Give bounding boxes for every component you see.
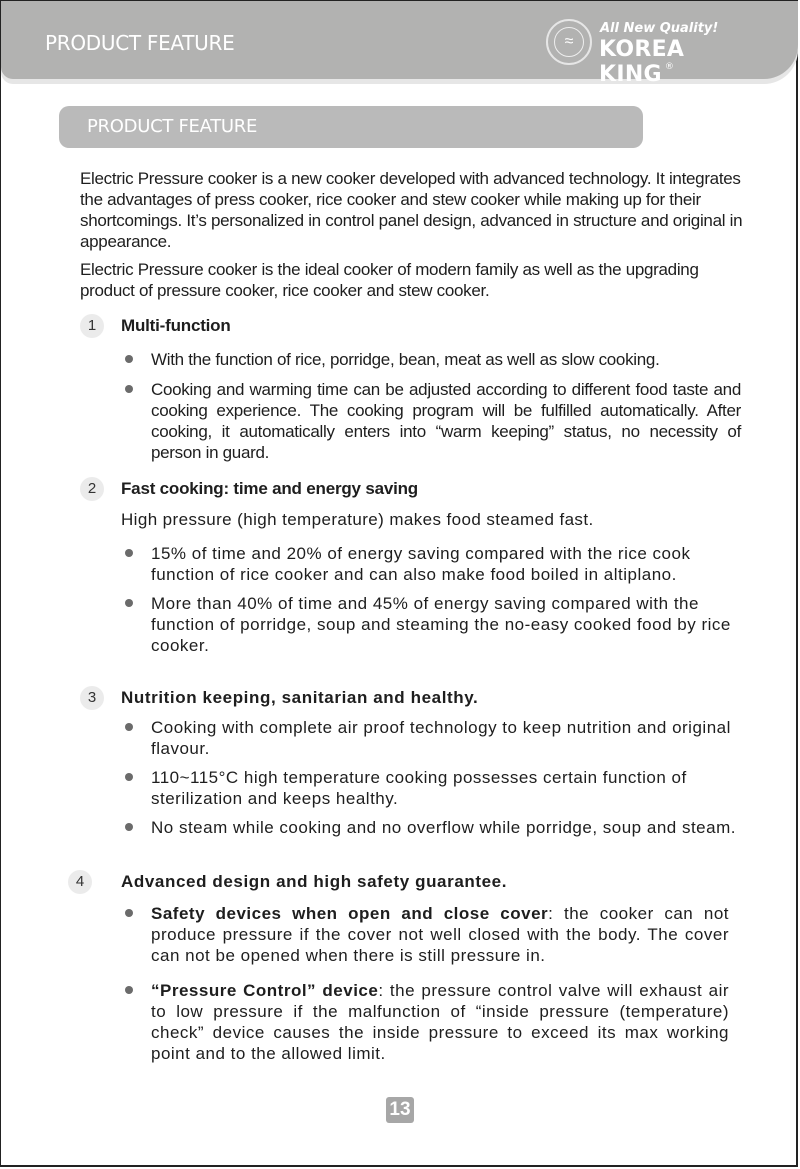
header-title: PRODUCT FEATURE xyxy=(45,31,235,55)
bullet-text: With the function of rice, porridge, bean, meat as well as slow cooking. xyxy=(151,350,660,369)
bullet-text: 15% of time and 20% of energy saving compared with the rice cook function of rice cooker and can also make food boiled in altiplano. xyxy=(151,544,691,584)
list-item xyxy=(121,717,741,759)
list-item xyxy=(121,593,741,656)
bullet-bold-label: Safety devices when open and close cover xyxy=(151,904,549,923)
bullet-text: No steam while cooking and no overflow while porridge, soup and steam. xyxy=(151,818,736,837)
intro-paragraph: Electric Pressure cooker is the ideal cooker of modern family as well as the upgrading product of pressure cooker, rice cooker and stew cooker. xyxy=(80,260,699,300)
bullet-list xyxy=(121,543,741,656)
bullet-icon xyxy=(125,385,133,393)
bullet-icon xyxy=(125,909,133,917)
number-badge: 4 xyxy=(68,870,92,894)
bullet-icon xyxy=(125,986,133,994)
number-badge: 3 xyxy=(80,686,104,710)
feature-title: Nutrition keeping, sanitarian and healthy. xyxy=(121,688,479,707)
feature-title: Fast cooking: time and energy saving xyxy=(121,479,418,498)
bullet-text: 110~115°C high temperature cooking possesses certain function of sterilization and keeps healthy. xyxy=(151,768,687,808)
feature-subtitle: High pressure (high temperature) makes food steamed fast. xyxy=(121,510,594,529)
bullet-icon xyxy=(125,823,133,831)
brand-name-text: KOREA KING xyxy=(599,37,685,87)
korea-king-seal-icon xyxy=(546,19,592,65)
bullet-bold-label: “Pressure Control” device xyxy=(151,981,379,1000)
page-number: 13 xyxy=(386,1097,414,1123)
list-item xyxy=(121,980,729,1064)
bullet-icon xyxy=(125,599,133,607)
bullet-icon xyxy=(125,723,133,731)
brand-logo xyxy=(546,19,766,87)
list-item xyxy=(121,349,741,370)
bullet-list xyxy=(121,717,741,838)
feature-title: Multi-function xyxy=(121,316,231,335)
wave-emblem-icon: ≈ xyxy=(554,27,584,57)
list-item xyxy=(121,903,729,966)
bullet-text: Cooking with complete air proof technology to keep nutrition and original flavour. xyxy=(151,718,731,758)
number-badge: 2 xyxy=(80,477,104,501)
feature-title: Advanced design and high safety guarantee. xyxy=(121,872,508,891)
bullet-list xyxy=(121,903,729,1064)
section-title: PRODUCT FEATURE xyxy=(87,116,258,137)
section-heading-bar xyxy=(59,106,643,148)
bullet-icon xyxy=(125,355,133,363)
bullet-icon xyxy=(125,549,133,557)
bullet-list xyxy=(121,349,741,463)
bullet-text: More than 40% of time and 45% of energy saving compared with the function of porridge, soup and steaming the no-easy cooked food by rice cooker. xyxy=(151,594,731,655)
list-item xyxy=(121,379,741,463)
number-badge: 1 xyxy=(80,314,104,338)
bullet-text: Cooking and warming time can be adjusted according to different food taste and cooking experience. The cooking program will be fulfilled automatically. After cooking, it automatically enters into “warm keeping” status, no necessity of person in guard. xyxy=(151,380,741,462)
intro-text xyxy=(80,168,750,308)
logo-tagline: All New Quality! xyxy=(600,21,719,36)
list-item xyxy=(121,767,741,809)
bullet-text: : the cooker can not produce pressure if the cover not well closed with the body. The cover can not be opened when there is still pressure in. xyxy=(151,904,729,965)
logo-brand-name xyxy=(599,37,766,87)
list-item xyxy=(121,817,741,838)
bullet-text: : the pressure control valve will exhaust air to low pressure if the malfunction of “inside pressure (temperature) check” device causes the inside pressure to exceed its max working point and to the allowed limit. xyxy=(151,981,730,1063)
intro-paragraph: Electric Pressure cooker is a new cooker developed with advanced technology. It integrates the advantages of press cooker, rice cooker and stew cooker while making up for their shortcomings. It’s personalized in control panel design, advanced in structure and original in appearance. xyxy=(80,169,743,251)
list-item xyxy=(121,543,741,585)
header-band xyxy=(1,1,798,87)
registered-mark: ® xyxy=(664,62,675,72)
bullet-icon xyxy=(125,773,133,781)
